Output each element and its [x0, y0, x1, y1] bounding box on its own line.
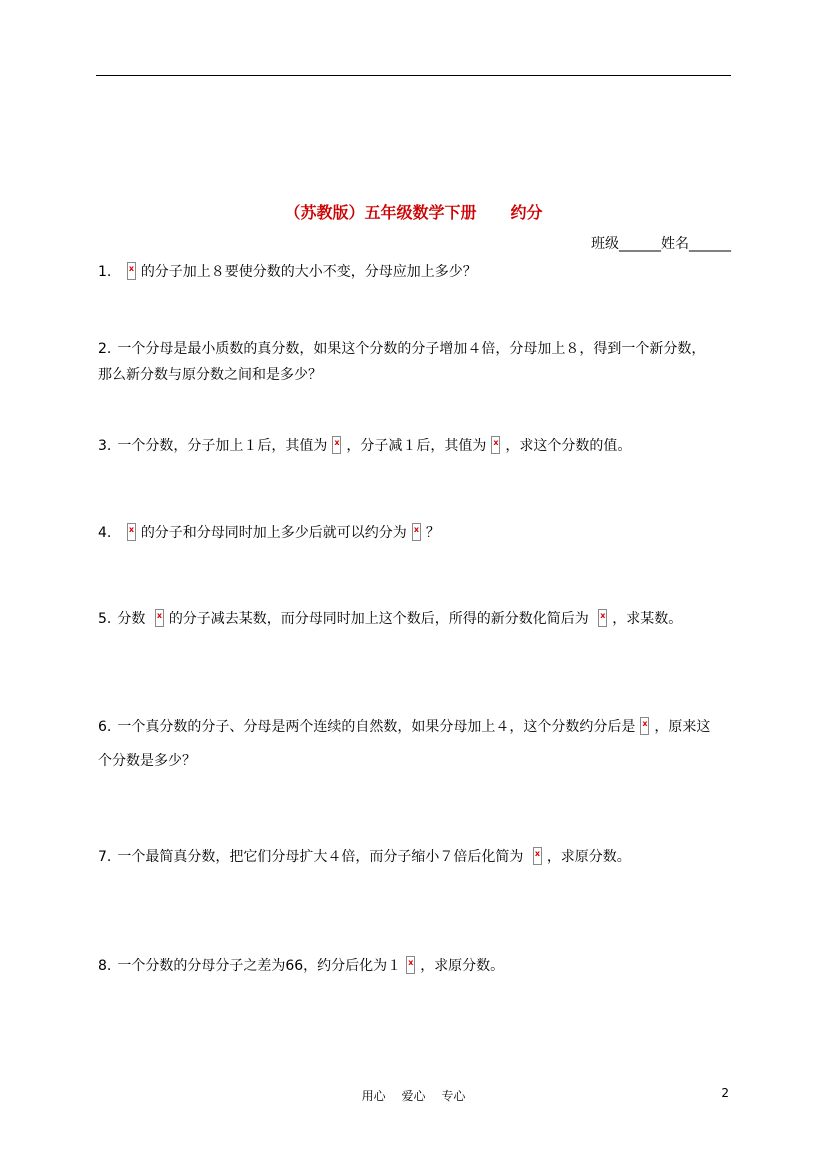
fraction-image [412, 523, 421, 541]
question-8: 8. 一个分数的分母分子之差为66，约分后化为１x ，求原分数。 [98, 953, 736, 979]
title-topic: 约分 [510, 203, 543, 222]
question-5: 5. 分数 x 的分子减去某数，而分母同时加上这个数后，所得的新分数化简后为 x ，求某数。 [98, 606, 736, 632]
fraction-image [598, 609, 607, 627]
fraction-image [491, 436, 500, 454]
fraction-image [332, 436, 341, 454]
fraction-image [127, 262, 136, 280]
document-title [0, 200, 827, 223]
page-number: 2 [721, 1086, 729, 1100]
question-4: 4. x 的分子和分母同时加上多少后就可以约分为x ？ [98, 520, 736, 546]
header-rule [96, 75, 731, 76]
footer-motto: 用心 爱心 专心 [361, 1089, 466, 1103]
fraction-image [406, 956, 415, 974]
fraction-image [127, 523, 136, 541]
class-name-line: 班级______姓名______ [591, 236, 731, 252]
question-2: 2. 一个分母是最小质数的真分数，如果这个分数的分子增加４倍，分母加上８，得到一个新分数， 那么新分数与原分数之间和是多少？ [98, 341, 706, 383]
question-1: 1. x 的分子加上８要使分数的大小不变，分母应加上多少？ [98, 259, 736, 285]
question-7: 7. 一个最简真分数，把它们分母扩大４倍，而分子缩小７倍后化简为 x ，求原分数。 [98, 844, 736, 870]
fraction-image [155, 609, 164, 627]
fraction-image [533, 847, 542, 865]
title-main: （苏教版）五年级数学下册 [284, 203, 477, 222]
question-3: 3. 一个分数，分子加上１后，其值为x ，分子减１后，其值为x ，求这个分数的值。 [98, 433, 736, 459]
question-6: 6. 一个真分数的分子、分母是两个连续的自然数，如果分母加上４，这个分数约分后是x ，原来这 个分数是多少？ [98, 714, 736, 774]
fraction-image [640, 717, 649, 735]
